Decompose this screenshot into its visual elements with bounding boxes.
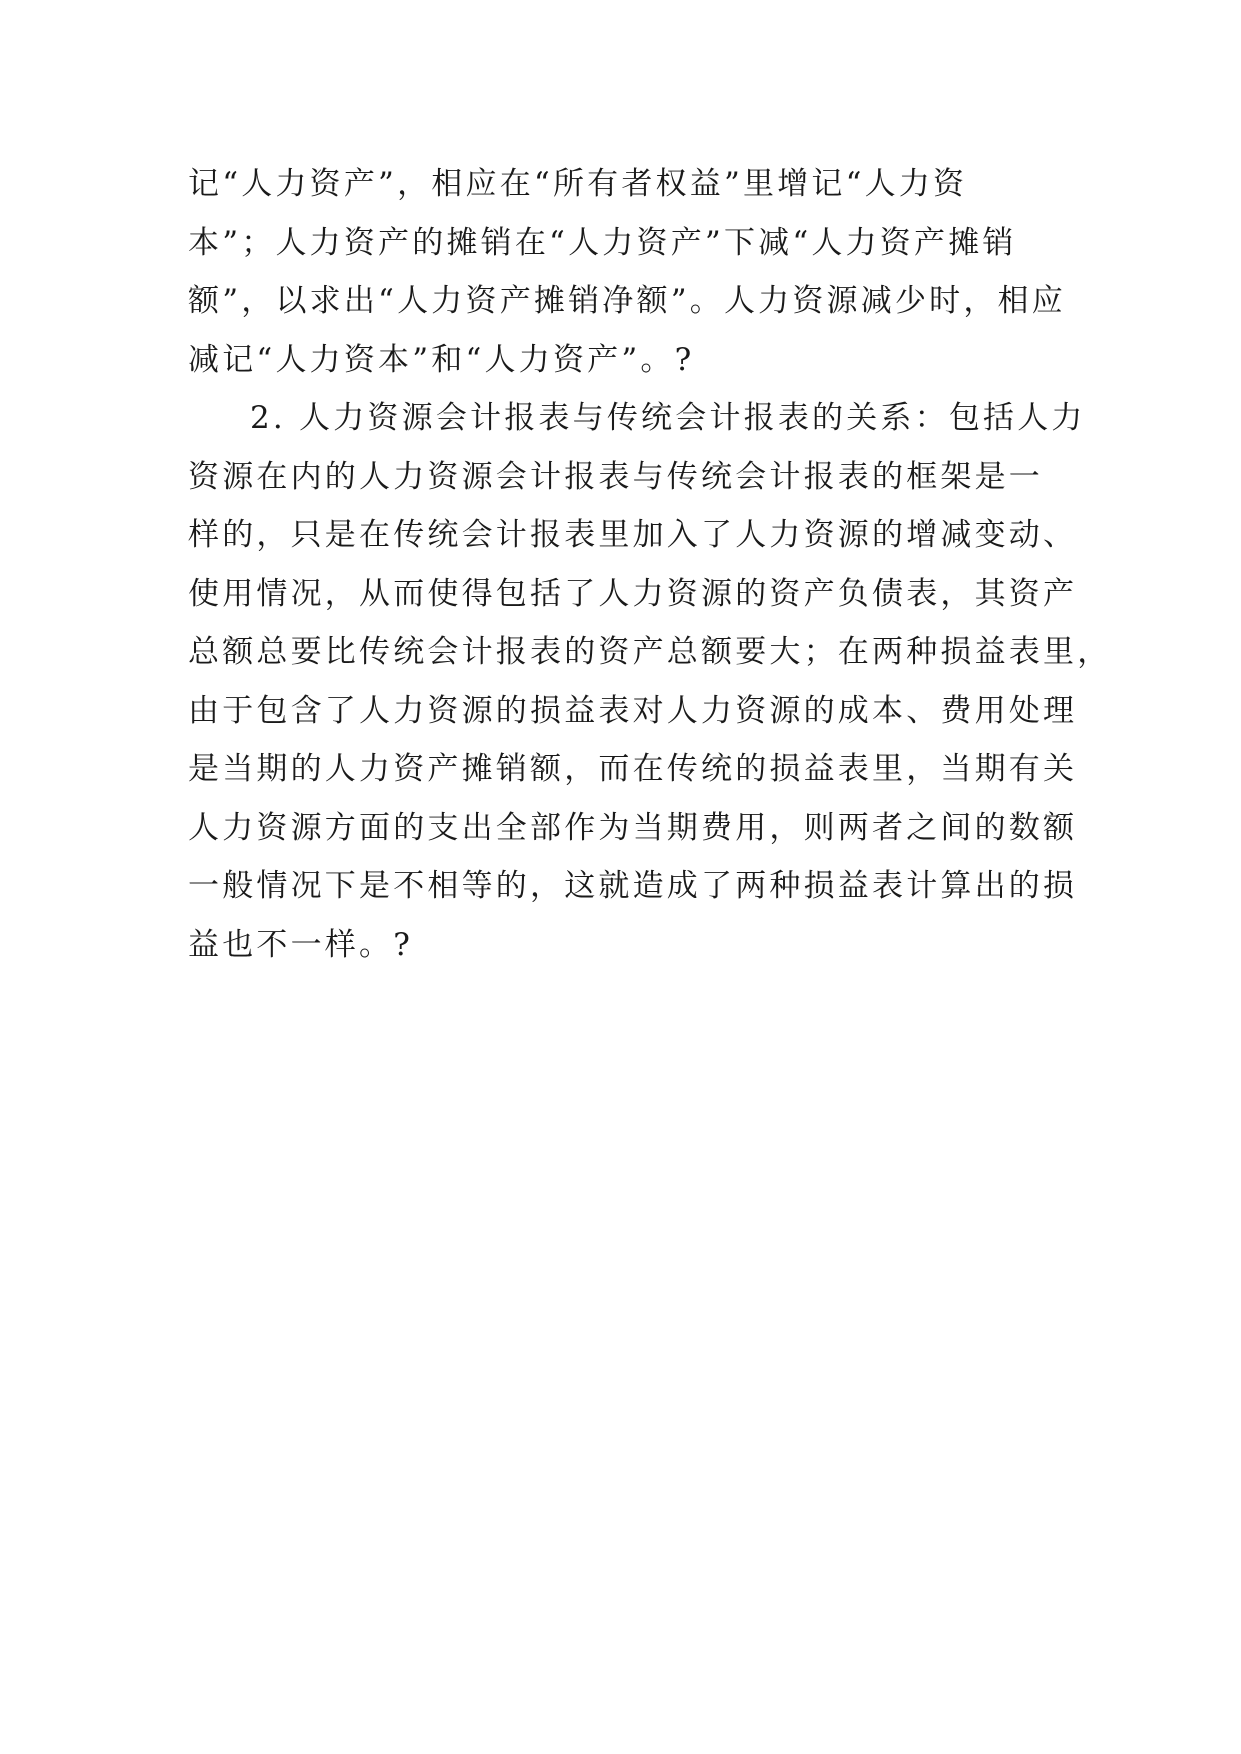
text-line: 样的，只是在传统会计报表里加入了人力资源的增减变动、 <box>188 517 1078 553</box>
text-line: 益也不一样。? <box>188 926 414 963</box>
text-line: 额”，以求出“人力资产摊销净额”。人力资源减少时，相应 <box>188 283 1066 319</box>
text-line: 由于包含了人力资源的损益表对人力资源的成本、费用处理 <box>188 692 1078 729</box>
text-line: 记“人力资产”，相应在“所有者权益”里增记“人力资 <box>188 166 968 202</box>
text-line: 2. 人力资源会计报表与传统会计报表的关系：包括人力 <box>250 400 1086 436</box>
text-line: 资源在内的人力资源会计报表与传统会计报表的框架是一 <box>188 458 1043 495</box>
paragraph-2 <box>188 389 1112 974</box>
text-line: 总额总要比传统会计报表的资产总额要大；在两种损益表里， <box>188 634 1112 670</box>
text-line: 使用情况，从而使得包括了人力资源的资产负债表，其资产 <box>188 575 1078 612</box>
text-line: 是当期的人力资产摊销额，而在传统的损益表里，当期有关 <box>188 751 1078 787</box>
text-line: 人力资源方面的支出全部作为当期费用，则两者之间的数额 <box>188 809 1078 846</box>
text-line: 本”；人力资产的摊销在“人力资产”下减“人力资产摊销 <box>188 224 1017 261</box>
body-text <box>188 155 1112 974</box>
text-line: 减记“人力资本”和“人力资产”。? <box>188 341 695 378</box>
text-line: 一般情况下是不相等的，这就造成了两种损益表计算出的损 <box>188 868 1078 904</box>
paragraph-1 <box>188 155 1066 389</box>
